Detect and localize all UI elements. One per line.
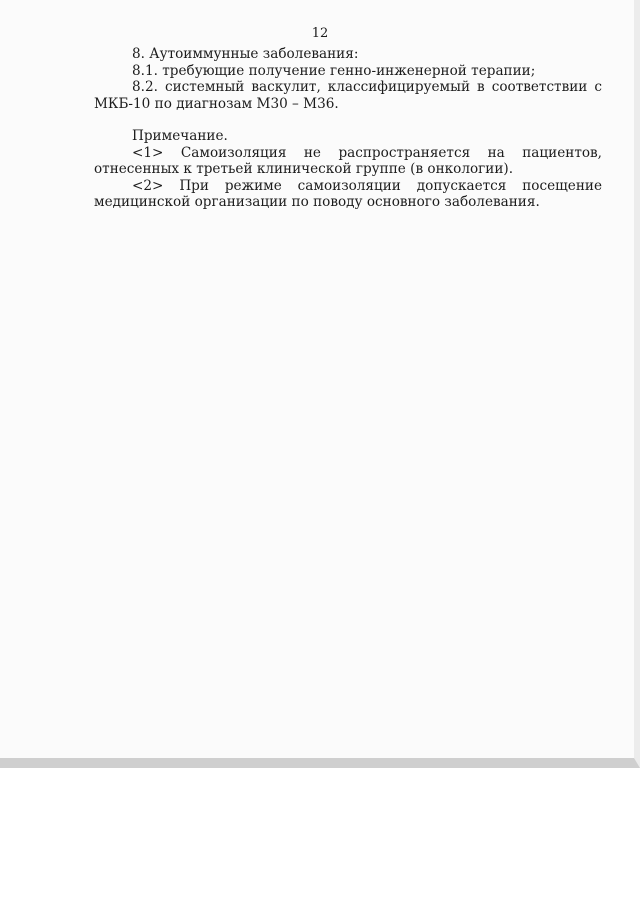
section-8-1: 8.1. требующие получение генно-инженерной терапии; xyxy=(132,62,536,79)
section-8-heading: 8. Аутоиммунные заболевания: xyxy=(132,46,359,62)
notes-heading: Примечание. xyxy=(132,128,228,144)
page-number: 12 xyxy=(311,26,329,41)
section-8-2: 8.2. системный васкулит, классифицируемый в соответствии с МКБ-10 по диагнозам М30 – М36. xyxy=(94,79,602,112)
note-1: <1> Самоизоляция не распространяется на пациентов, отнесенных к третьей клинической группе (в онкологии). xyxy=(94,144,602,177)
document-body xyxy=(94,46,602,211)
note-2: <2> При режиме самоизоляции допускается посещение медицинской организации по поводу основного заболевания. xyxy=(94,177,602,210)
blank-margin xyxy=(0,768,640,905)
